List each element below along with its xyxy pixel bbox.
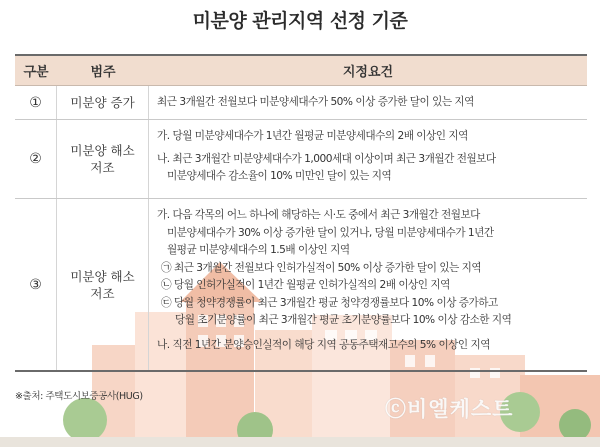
requirement-line: 최근 3개월간 전월보다 미분양세대수가 50% 이상 증가한 달이 있는 지역 <box>157 95 474 108</box>
header-division: 구분 <box>23 65 49 80</box>
table-header <box>15 56 587 86</box>
row-requirements <box>149 86 587 119</box>
requirement-line-continued: 미분양세대수 감소율이 10% 미만인 달이 있는 지역 <box>167 170 392 182</box>
watermark-logo: ⓒ비엘케스트 <box>385 397 514 421</box>
row-number: ② <box>15 120 57 198</box>
requirement-line: ㉢ 당월 청약경쟁률이 최근 3개월간 평균 청약경쟁률보다 10% 이상 증가하고 <box>161 296 498 309</box>
header-category: 범주 <box>90 65 116 80</box>
requirement-item <box>157 128 587 146</box>
requirement-line: ㉡ 당월 인허가실적이 1년간 월평균 인허가실적의 2배 이상인 지역 <box>161 279 450 291</box>
row-category: 미분양 해소 저조 <box>57 120 149 198</box>
requirement-item <box>157 207 587 260</box>
requirement-line: 나. 직전 1년간 분양승인실적이 해당 지역 공동주택재고수의 5% 이상인 지역 <box>157 338 490 351</box>
requirement-line: 가. 당월 미분양세대수가 1년간 월평균 미분양세대수의 2배 이상인 지역 <box>157 130 468 142</box>
row-category: 미분양 증가 <box>57 86 149 119</box>
criteria-table <box>15 54 587 372</box>
table-row <box>15 199 587 372</box>
requirement-line-continued: 당월 초기분양률이 최근 3개월간 평균 초기분양률보다 10% 이상 감소한 지역 <box>175 314 512 326</box>
header-requirements: 지정요건 <box>342 65 394 80</box>
row-requirements <box>149 120 587 198</box>
requirement-line: 나. 최근 3개월간 미분양세대수가 1,000세대 이상이며 최근 3개월간 전월보다 <box>157 152 496 165</box>
requirement-line-continued: 월평균 미분양세대수의 1.5배 이상인 지역 <box>167 244 350 256</box>
row-number: ① <box>15 86 57 119</box>
table-row <box>15 86 587 120</box>
page-title: 미분양 관리지역 선정 기준 <box>192 10 408 32</box>
row-number: ③ <box>15 199 57 370</box>
row-category: 미분양 해소 저조 <box>57 199 149 370</box>
row-requirements <box>149 199 587 370</box>
sub-requirement <box>157 260 587 278</box>
table-row <box>15 120 587 199</box>
source-note: ※출처: 주택도시보증공사(HUG) <box>15 391 143 402</box>
requirement-line: 가. 다음 각목의 어느 하나에 해당하는 시·도 중에서 최근 3개월간 전월보다 <box>157 209 480 221</box>
requirement-line-continued: 미분양세대수가 30% 이상 증가한 달이 있거나, 당월 미분양세대수가 1년간 <box>167 226 494 239</box>
sub-requirement <box>157 277 587 295</box>
requirement-line: ㉠ 최근 3개월간 전월보다 인허가실적이 50% 이상 증가한 달이 있는 지역 <box>161 261 482 274</box>
sub-requirement <box>157 295 587 330</box>
requirement-item <box>157 151 587 186</box>
